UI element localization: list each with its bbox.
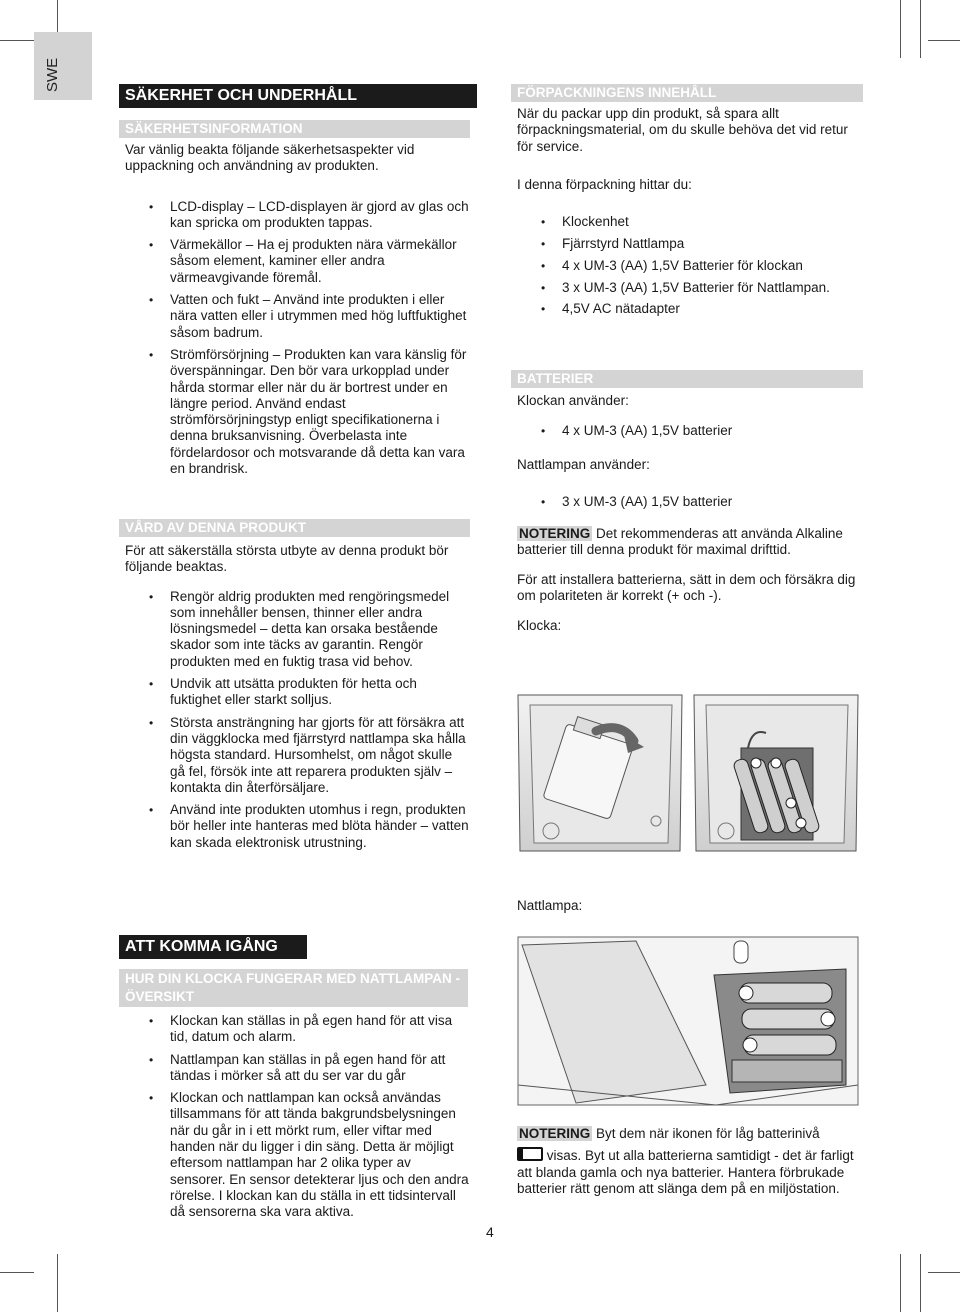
- list-item: • Vatten och fukt – Använd inte produkten i eller nära vatten eller i utrymmen med hög luftfuktighet såsom badrum.: [119, 292, 469, 341]
- list-item: • Klockenhet: [511, 214, 863, 230]
- language-tab: [34, 32, 92, 100]
- crop-mark: [928, 1272, 960, 1273]
- care-title: VÅRD AV DENNA PRODUKT: [119, 519, 470, 537]
- note-1-text: Det rekommenderas att använda Alkaline batterier till denna produkt för maximal drifttid.: [517, 526, 843, 558]
- note-label: NOTERING: [519, 526, 591, 542]
- list-item: • Fjärrstyrd Nattlampa: [511, 236, 863, 252]
- safety-intro: Var vänlig beakta följande säkerhetsaspekter vid uppackning och användning av produkten.: [125, 142, 415, 174]
- list-item: • Klockan kan ställas in på egen hand för att visa tid, datum och alarm.: [119, 1013, 469, 1046]
- note-2: [511, 1126, 863, 1197]
- clock-battery-list: [511, 423, 863, 439]
- clock-uses: Klockan använder:: [517, 393, 629, 408]
- install-text: För att installera batterierna, sätt in dem och försäkra dig om polariteten är korrekt (+ och -).: [517, 571, 856, 604]
- overview-list: [119, 1013, 469, 1221]
- crop-mark: [928, 40, 960, 41]
- right-column: [511, 84, 863, 318]
- list-item: • Nattlampan kan ställas in på egen hand för att tändas i mörker så att du ser var du går: [119, 1052, 469, 1085]
- lamp-battery-list: [511, 494, 863, 510]
- lamp-uses: Nattlampan använder:: [517, 456, 650, 472]
- list-item: • LCD-display – LCD-displayen är gjord av glas och kan spricka om produkten tappas.: [119, 199, 469, 232]
- list-item: • Strömförsörjning – Produkten kan vara känslig för överspänningar. Den bör vara urkopplad under hårda stormar eller när du är bortrest under en längre period. Använd endast strömförsörjningstyp enligt specifikationerna i denna bruksanvisning. Överbelasta inte fördelardosor och motsvarande då detta kan vara en brandrisk.: [119, 347, 469, 477]
- list-item: • Största ansträngning har gjorts för att försäkra att din väggklocka med fjärrstyrd nattlampa ska hålla högsta standard. Hursomhelst, om något skulle gå fel, försök inte att reparera produkten själv – kontakta din återförsäljare.: [119, 715, 469, 796]
- package-intro: När du packar upp din produkt, så spara allt förpackningsmaterial, om du skulle behöva det vid retur för service.: [517, 106, 848, 154]
- safety-list: [119, 199, 469, 478]
- crop-mark: [900, 0, 901, 58]
- list-item: • 4 x UM-3 (AA) 1,5V Batterier för klockan: [511, 258, 863, 274]
- list-item: • Använd inte produkten utomhus i regn, produkten bör heller inte hanteras med blöta händer – vatten kan skada elektronisk utrustning.: [119, 802, 469, 851]
- crop-mark: [57, 1254, 58, 1312]
- list-item: • 4 x UM-3 (AA) 1,5V batterier: [511, 423, 863, 439]
- list-item: • 3 x UM-3 (AA) 1,5V Batterier för Nattlampan.: [511, 280, 863, 296]
- note-label: NOTERING: [519, 1126, 591, 1141]
- start-title: ATT KOMMA IGÅNG: [119, 935, 307, 959]
- care-list: [119, 589, 469, 851]
- crop-mark: [900, 1254, 901, 1312]
- overview-title: HUR DIN KLOCKA FUNGERAR MED NATTLAMPAN - ÖVERSIKT: [119, 969, 468, 1007]
- note-2-text: Byt dem när ikonen för låg batterinivå: [592, 1126, 820, 1141]
- clock-label: Klocka:: [517, 618, 562, 634]
- safety-title: SÄKERHET OCH UNDERHÅLL: [119, 84, 477, 108]
- clock-battery-illustration: [516, 693, 860, 853]
- nightlamp-battery-illustration: [516, 935, 860, 1107]
- package-title: FÖRPACKNINGENS INNEHÅLL: [511, 84, 863, 102]
- list-item: • Undvik att utsätta produkten för hetta och fuktighet eller starkt solljus.: [119, 676, 469, 709]
- page-number: 4: [486, 1224, 494, 1240]
- crop-mark: [0, 1272, 34, 1273]
- list-item: • Värmekällor – Ha ej produkten nära värmekällor såsom element, kaminer eller andra värmeavgivande föremål.: [119, 237, 469, 286]
- note-1: [511, 526, 863, 559]
- care-section: [119, 519, 477, 851]
- language-label: SWE: [44, 57, 61, 92]
- battery-title: BATTERIER: [511, 370, 863, 388]
- package-list: [511, 214, 863, 317]
- left-column: [119, 84, 477, 477]
- list-item: • Klockan och nattlampan kan också användas tillsammans för att tända bakgrundsbelysningen när du går in i ett mörkt rum, eller viftar med handen när du ligger i din säng. Detta är möjligt eftersom nattlampan har 2 olika typer av sensorer. En sensor detekterar ljus och den andra rörelse. I klockan kan du ställa in ett tidsintervall då sensorerna ska vara aktiva.: [119, 1090, 469, 1220]
- safety-info-title: SÄKERHETSINFORMATION: [119, 120, 470, 138]
- list-item: • 3 x UM-3 (AA) 1,5V batterier: [511, 494, 863, 510]
- low-battery-icon: [517, 1147, 543, 1161]
- battery-section: [511, 370, 863, 635]
- note-2-continued: visas. Byt ut alla batterierna samtidigt - det är farligt att blanda gamla och nya batterier. Hantera förbrukade batterier rätt genom att slänga dem på en miljöstation.: [517, 1148, 854, 1196]
- list-item: • Rengör aldrig produkten med rengöringsmedel som innehåller bensen, thinner eller andra lösningsmedel – detta kan orsaka bestående skador som inte täcks av garantin. Rengör produkten med en fuktig trasa vid behov.: [119, 589, 469, 670]
- crop-mark: [920, 1254, 921, 1312]
- list-item: • 4,5V AC nätadapter: [511, 301, 863, 317]
- lamp-label: Nattlampa:: [517, 898, 583, 913]
- start-section: [119, 935, 477, 1221]
- care-intro: För att säkerställa största utbyte av denna produkt bör följande beaktas.: [125, 543, 449, 575]
- crop-mark: [0, 40, 34, 41]
- package-lead: I denna förpackning hittar du:: [517, 176, 692, 192]
- crop-mark: [920, 0, 921, 58]
